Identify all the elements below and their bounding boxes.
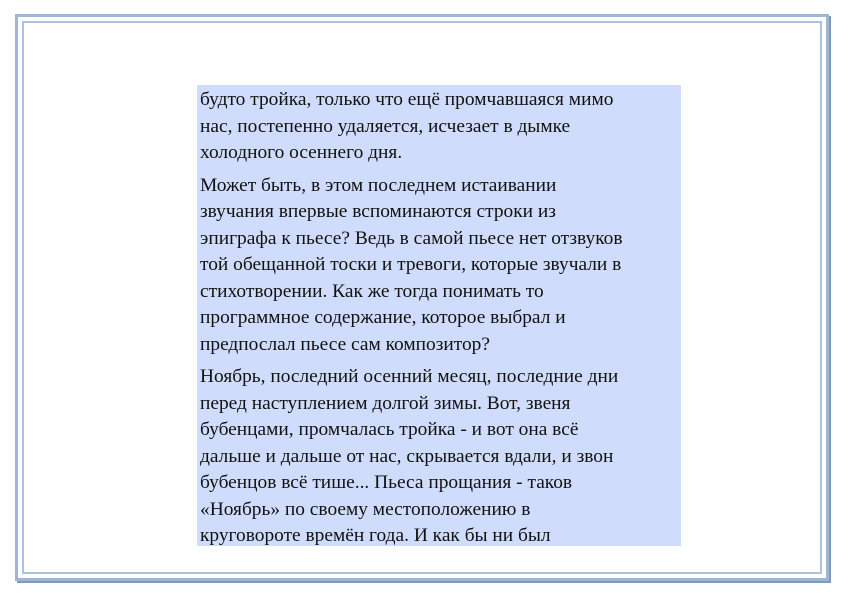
text-line: бубенцов всё тише... Пьеса прощания - таков <box>200 472 573 493</box>
text-line: предпослал пьесе сам композитор? <box>200 333 490 355</box>
text-line: Может быть, в этом последнем истаивании <box>200 174 557 196</box>
text-line: круговороте времён года. И как бы ни был <box>200 525 551 546</box>
text-line: перед наступлением долгой зимы. Вот, звеня <box>200 392 571 414</box>
paragraph-3 <box>200 364 677 550</box>
text-line: звучания впервые вспоминаются строки из <box>200 201 556 222</box>
paragraph-1 <box>200 87 677 167</box>
text-line: той обещанной тоски и тревоги, которые звучали в <box>200 254 622 275</box>
text-line: нас, постепенно удаляется, исчезает в дымке <box>200 115 571 137</box>
text-line: программное содержание, которое выбрал и <box>200 307 566 328</box>
text-line: холодного осеннего дня. <box>200 142 403 163</box>
text-line: «Ноябрь» по своему местоположению в <box>200 498 531 520</box>
text-line: стихотворении. Как же тогда понимать то <box>200 280 544 302</box>
text-line: бубенцами, промчалась тройка - и вот она всё <box>200 419 579 440</box>
text-line: будто тройка, только что ещё промчавшаяся мимо <box>200 89 614 110</box>
text-line: дальше и дальше от нас, скрывается вдали, и звон <box>200 445 614 467</box>
text-line: Ноябрь, последний осенний месяц, последние дни <box>200 366 619 387</box>
text-block <box>197 85 681 546</box>
text-line: эпиграфа к пьесе? Ведь в самой пьесе нет отзвуков <box>200 227 623 249</box>
paragraph-2 <box>200 173 677 359</box>
